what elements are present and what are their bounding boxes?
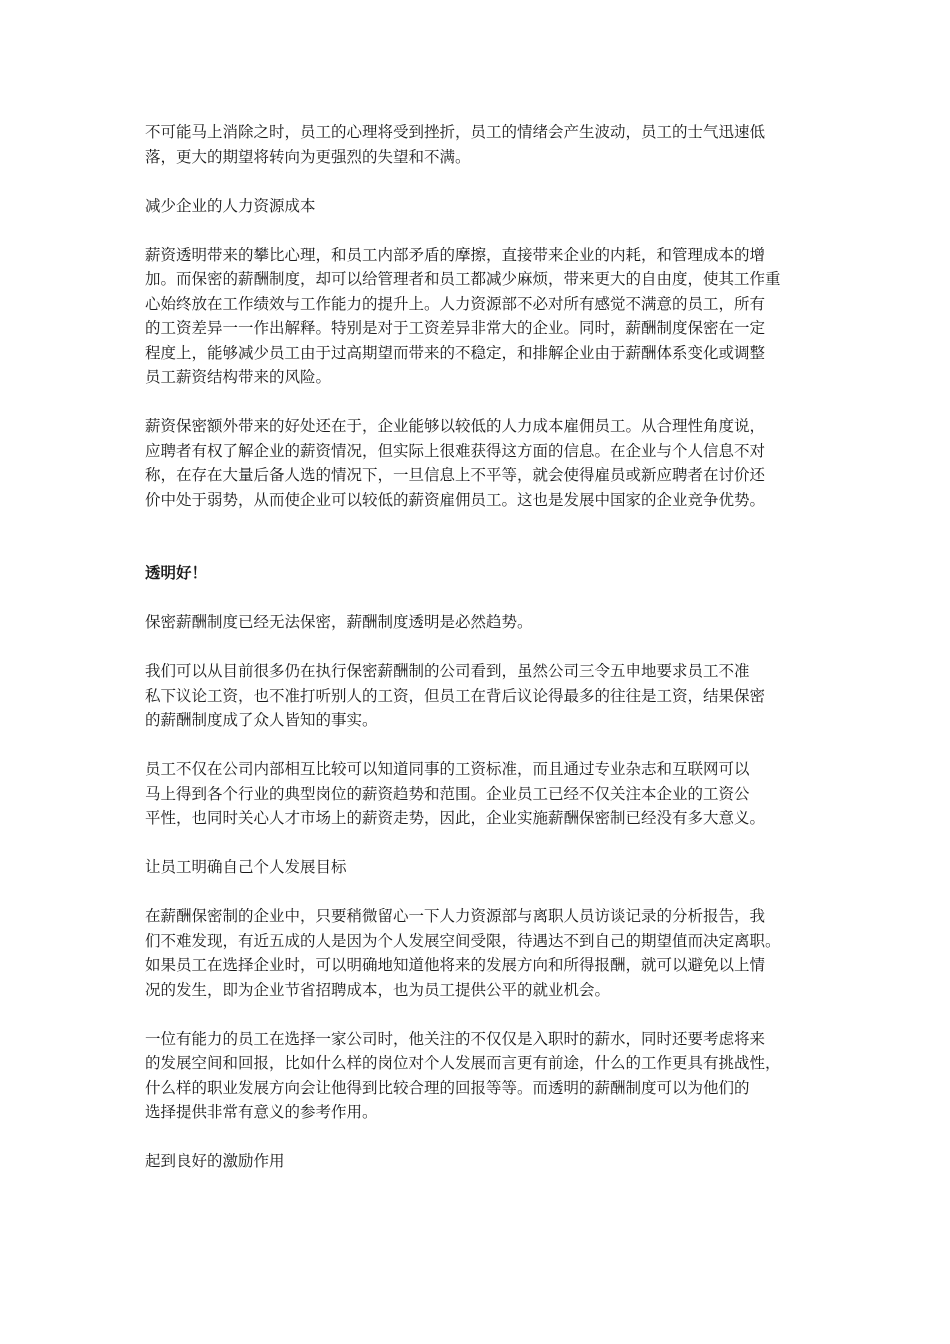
- heading-reduce-hr-cost: [145, 194, 811, 219]
- text-line: 应聘者有权了解企业的薪资情况，但实际上很难获得这方面的信息。在企业与个人信息不对: [145, 441, 766, 460]
- text-line: 们不难发现，有近五成的人是因为个人发展空间受限，待遇达不到自己的期望值而决定离职。: [145, 931, 781, 950]
- paragraph-spacer: [145, 635, 811, 660]
- text-line: 价中处于弱势，从而使企业可以较低的薪资雇佣员工。这也是发展中国家的企业竞争优势。: [145, 490, 766, 509]
- paragraph-confidentiality-benefits: [145, 414, 811, 512]
- heading-incentive-effect: [145, 1149, 811, 1174]
- text-line: 一位有能力的员工在选择一家公司时，他关注的不仅仅是入职时的薪水，同时还要考虑将来: [145, 1029, 766, 1048]
- text-line: 的薪酬制度成了众人皆知的事实。: [145, 711, 378, 729]
- text-line: 称，在存在大量后备人选的情况下，一旦信息上不平等，就会使得雇员或新应聘者在讨价还: [145, 466, 766, 484]
- text-line: 的工资差异一一作出解释。特别是对于工资差异非常大的企业。同时，薪酬制度保密在一定: [145, 319, 766, 337]
- text-line: 选择提供非常有意义的参考作用。: [145, 1103, 378, 1121]
- document-page: [145, 120, 811, 1174]
- text-line: 员工不仅在公司内部相互比较可以知道同事的工资标准，而且通过专业杂志和互联网可以: [145, 760, 750, 778]
- text-line: 况的发生，即为企业节省招聘成本，也为员工提供公平的就业机会。: [145, 980, 611, 999]
- paragraph-spacer: [145, 733, 811, 758]
- section-heading: 起到良好的激励作用: [145, 1152, 285, 1170]
- paragraph-career-reference: [145, 1027, 811, 1125]
- paragraph-spacer: [145, 1002, 811, 1027]
- text-line: 程度上，能够减少员工由于过高期望而带来的不稳定，和排解企业由于薪酬体系变化或调整: [145, 343, 766, 362]
- paragraph-spacer: [145, 218, 811, 243]
- paragraph-spacer: [145, 1125, 811, 1150]
- paragraph-spacer: [145, 169, 811, 194]
- paragraph-trend: [145, 610, 811, 635]
- paragraph-open-secret: [145, 659, 811, 733]
- section-heading: 减少企业的人力资源成本: [145, 196, 316, 215]
- paragraph-turnover-analysis: [145, 904, 811, 1002]
- section-spacer: [145, 512, 811, 561]
- paragraph-frustration: [145, 120, 811, 169]
- text-line: 不可能马上消除之时，员工的心理将受到挫折，员工的情绪会产生波动，员工的士气迅速低: [145, 123, 766, 141]
- text-line: 私下议论工资，也不准打听别人的工资，但员工在背后议论得最多的往往是工资，结果保密: [145, 686, 766, 705]
- paragraph-market-comparison: [145, 757, 811, 831]
- paragraph-spacer: [145, 880, 811, 905]
- text-line: 薪资保密额外带来的好处还在于，企业能够以较低的人力成本雇佣员工。从合理性角度说，: [145, 417, 766, 435]
- text-line: 心始终放在工作绩效与工作能力的提升上。人力资源部不必对所有感觉不满意的员工，所有: [145, 294, 766, 313]
- paragraph-transparency-costs: [145, 243, 811, 390]
- paragraph-spacer: [145, 831, 811, 856]
- section-heading: 让员工明确自己个人发展目标: [145, 858, 347, 876]
- text-line: 我们可以从目前很多仍在执行保密薪酬制的公司看到，虽然公司三令五申地要求员工不准: [145, 662, 750, 680]
- text-line: 平性，也同时关心人才市场上的薪资走势，因此，企业实施薪酬保密制已经没有多大意义。: [145, 809, 766, 827]
- text-line: 落，更大的期望将转向为更强烈的失望和不满。: [145, 147, 471, 166]
- text-line: 什么样的职业发展方向会让他得到比较合理的回报等等。而透明的薪酬制度可以为他们的: [145, 1078, 750, 1097]
- text-line: 加。而保密的薪酬制度，却可以给管理者和员工都减少麻烦，带来更大的自由度，使其工作重: [145, 270, 781, 288]
- heading-career-goals: [145, 855, 811, 880]
- text-line: 薪资透明带来的攀比心理，和员工内部矛盾的摩擦，直接带来企业的内耗，和管理成本的增: [145, 245, 766, 264]
- paragraph-spacer: [145, 390, 811, 415]
- text-line: 的发展空间和回报，比如什么样的岗位对个人发展而言更有前途，什么的工作更具有挑战性，: [145, 1054, 781, 1072]
- text-line: 员工薪资结构带来的风险。: [145, 368, 332, 386]
- heading-transparency-good: [145, 561, 811, 586]
- text-line: 保密薪酬制度已经无法保密，薪酬制度透明是必然趋势。: [145, 613, 533, 631]
- paragraph-spacer: [145, 586, 811, 611]
- text-line: 如果员工在选择企业时，可以明确地知道他将来的发展方向和所得报酬，就可以避免以上情: [145, 956, 766, 974]
- text-line: 马上得到各个行业的典型岗位的薪资趋势和范围。企业员工已经不仅关注本企业的工资公: [145, 784, 750, 803]
- text-line: 在薪酬保密制的企业中，只要稍微留心一下人力资源部与离职人员访谈记录的分析报告，我: [145, 907, 766, 925]
- section-title: 透明好！: [145, 563, 208, 582]
